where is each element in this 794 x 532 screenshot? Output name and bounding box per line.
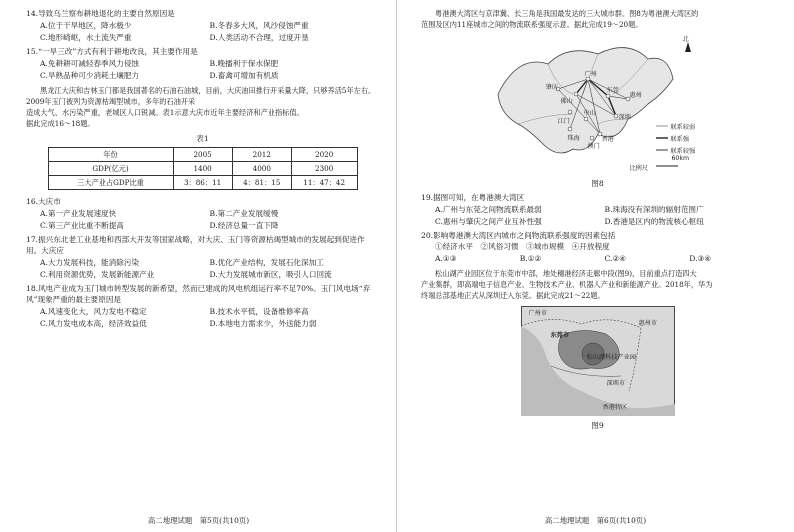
region-label: 东莞市 xyxy=(550,332,570,339)
option: B.技术水平低，设备维修率高 xyxy=(209,307,309,316)
table-header-cell: 2012 xyxy=(232,148,291,162)
option: B.晚播利于保水保肥 xyxy=(209,59,279,68)
table-row xyxy=(48,162,357,176)
option: B.①② xyxy=(519,254,542,263)
city-label: 惠州 xyxy=(629,92,642,99)
city-label: 肇庆 xyxy=(545,84,558,91)
table-header-cell: 2005 xyxy=(173,148,232,162)
map-legend xyxy=(656,126,668,150)
question-17-options xyxy=(40,257,379,281)
city-label: 广州 xyxy=(584,71,597,78)
question-20-options xyxy=(435,253,774,265)
question-17: 17.振兴东北老工业基地和西部大开发等国家战略，对大庆、玉门等资源枯竭型城市的发展起到促进作用。大庆应 xyxy=(26,235,365,255)
table-row xyxy=(48,148,357,162)
city-label: 东莞 xyxy=(606,87,619,94)
figure-9-caption: 图9 xyxy=(591,421,604,430)
legend-label: 联系较强 xyxy=(670,148,696,155)
table-header-cell: 年份 xyxy=(48,148,173,162)
scale-label: 比例尺 xyxy=(629,165,649,172)
option: C.惠州与肇庆之间产业互补性强 xyxy=(435,217,542,226)
region-label: 松山湖科技产业园 xyxy=(586,354,636,361)
option: D.畜禽可增加有机质 xyxy=(209,71,279,80)
north-label: 北 xyxy=(682,36,689,43)
question-16: 16.大庆市 xyxy=(26,197,61,206)
option: A.大力发展科技，能消除污染 xyxy=(40,258,140,267)
figure-8-map xyxy=(488,34,708,174)
option: A.广州与东莞之间物流联系最弱 xyxy=(435,205,542,214)
legend-label: 联系强 xyxy=(670,136,690,143)
option: C.旱熟品种可少消耗土壤肥力 xyxy=(40,71,140,80)
figure-9-map xyxy=(521,306,675,416)
table-cell: 11：47：42 xyxy=(291,176,357,190)
option: D.香港是区内的物流核心枢纽 xyxy=(604,217,704,226)
city-label: 珠海 xyxy=(567,135,580,142)
table-caption: 表1 xyxy=(196,134,209,143)
table-cell: 2300 xyxy=(291,162,357,176)
question-14-options xyxy=(40,20,379,44)
option: C.风力发电成本高，经济效益低 xyxy=(40,319,147,328)
city-label: 澳门 xyxy=(587,143,600,150)
question-16-options xyxy=(40,208,379,232)
table-cell: GDP(亿元) xyxy=(48,162,173,176)
passage: 黑龙江大庆和吉林玉门都是我国著名的石油石油城，目前，大庆油田推行开采量大降，只够养活5年左右。2009年玉门被列为资源枯竭型城市，多年的石油开采 造成大气、水污染严重，老城区人口锐减。表1示意大庆市近年主要经济和产业指标值。 据此完成16～18题。 xyxy=(26,86,376,128)
table-cell: 1400 xyxy=(173,162,232,176)
option: D.本地电力需求少，外送能力弱 xyxy=(209,319,317,328)
question-18: 18.风电产业成为玉门城市转型发展的新希望，然而已建成的风电机组运行率不足70%。玉门风电场“弃风”现象严重的最主要原因是 xyxy=(26,284,371,304)
option: D.③④ xyxy=(689,254,712,263)
city-label: 深圳 xyxy=(618,114,631,121)
region-label: 广州市 xyxy=(528,310,548,317)
option: B.第二产业发展缓慢 xyxy=(209,209,279,218)
option: B.珠海没有深圳的辐射范围广 xyxy=(604,205,704,214)
legend-label: 联系较弱 xyxy=(670,124,696,131)
city-label: 江门 xyxy=(557,118,570,125)
question-19-options xyxy=(435,204,774,228)
page-footer: 高二地理试题 第6页(共10页) xyxy=(544,516,647,525)
option: C.②④ xyxy=(604,254,627,263)
city-label: 中山 xyxy=(583,110,596,117)
right-page: 粤港澳大湾区与京津冀、长三角是我国最发达的三大城市群。图8为粤港澳大湾区的 范围及区内11座城市之间的物流联系强度示意。据此完成19～20题。 北 肇庆 广州 东莞 惠州 佛山 深圳 江门 中山 香港 珠海 澳门 联系较弱 联系强 联系较强 比例尺 60km 图8 19.据图可知，在粤港澳大湾区 A.广州与东莞之间物流联系最弱 B.珠海没有深圳的辐射范围广 C.惠州与肇庆之间产业互补性强 D.香港是区内的物流核心枢纽 20.影响粤港澳大湾区内城市之间物流联系强度的因素包括 ①经济水平 ②风俗习惯 ③城市规模 ④开放程度 A.①③ B.①② C.②④ D.③④ 松山湖产业园区位于东莞市中部，地处穗港经济走廊中段(图9)，目前重点打造四大 产业集群，即高端电子信息产业、生物技术产业、机器人产业和新能源产业。2018年，华为 终端总部基地正式从深圳迁入东莞。据此完成21～22题。 广州市 惠州市 东莞市 松山湖科技产业园 深圳市 香港特区 图9 高二地理试题 第6页(共10页) xyxy=(397,0,794,532)
table-header-cell: 2020 xyxy=(291,148,357,162)
region-label: 深圳市 xyxy=(606,380,626,387)
city-label: 香港 xyxy=(601,136,614,143)
option: C.利用资源优势，发展新能源产业 xyxy=(40,270,155,279)
question-15: 15.“一旱三改”方式有利于耕地改良，其主要作用是 xyxy=(26,47,198,56)
option: A.风速变化大，风力发电不稳定 xyxy=(40,307,147,316)
page-footer: 高二地理试题 第5页(共10页) xyxy=(147,516,250,525)
city-label: 佛山 xyxy=(560,98,573,105)
question-14: 14.导致乌兰察布耕地退化的主要自然原因是 xyxy=(26,9,175,18)
question-20: 20.影响粤港澳大湾区内城市之间物流联系强度的因素包括 xyxy=(421,231,616,240)
option: A.第一产业发展速度快 xyxy=(40,209,117,218)
option: A.免耕耕可减轻春季风力侵蚀 xyxy=(40,59,140,68)
table-cell: 三大产业占GDP比重 xyxy=(48,176,173,190)
scale-value: 60km xyxy=(671,155,689,162)
option: B.优化产业结构，发展石化深加工 xyxy=(209,258,324,267)
question-19: 19.据图可知，在粤港澳大湾区 xyxy=(421,193,525,202)
north-arrow-icon xyxy=(685,42,691,52)
table-cell: 3：86：11 xyxy=(173,176,232,190)
data-table xyxy=(48,147,358,190)
region-label: 香港特区 xyxy=(602,404,628,411)
question-18-options xyxy=(40,306,379,330)
passage-2: 松山湖产业园区位于东莞市中部，地处穗港经济走廊中段(图9)，目前重点打造四大 产业集群，即高端电子信息产业、生物技术产业、机器人产业和新能源产业。2018年，华为 终端总部基地正式从深圳迁入东莞。据此完成21～22题。 xyxy=(421,269,713,300)
figure-8-caption: 图8 xyxy=(591,179,604,188)
intro: 粤港澳大湾区与京津冀、长三角是我国最发达的三大城市群。图8为粤港澳大湾区的 xyxy=(435,9,699,18)
table-cell: 4：81：15 xyxy=(232,176,291,190)
question-15-options xyxy=(40,58,379,82)
option: C.地形崎岖，水土流失严重 xyxy=(40,33,132,42)
option: D.人类活动不合理，过度开垦 xyxy=(209,33,309,42)
option: A.①③ xyxy=(435,254,457,263)
option: D.经济总量一直下降 xyxy=(209,221,279,230)
region-label: 惠州市 xyxy=(638,320,658,327)
option: B.冬春多大风，风沙侵蚀严重 xyxy=(209,21,309,30)
table-cell: 4000 xyxy=(232,162,291,176)
table-row xyxy=(48,176,357,190)
option: D.大力发展城市新区，吸引人口回流 xyxy=(209,270,332,279)
option: A.位于干旱地区，降水极少 xyxy=(40,21,132,30)
option: C.第三产业比重不断提高 xyxy=(40,221,124,230)
question-20-items: ①经济水平 ②风俗习惯 ③城市规模 ④开放程度 xyxy=(435,242,610,251)
